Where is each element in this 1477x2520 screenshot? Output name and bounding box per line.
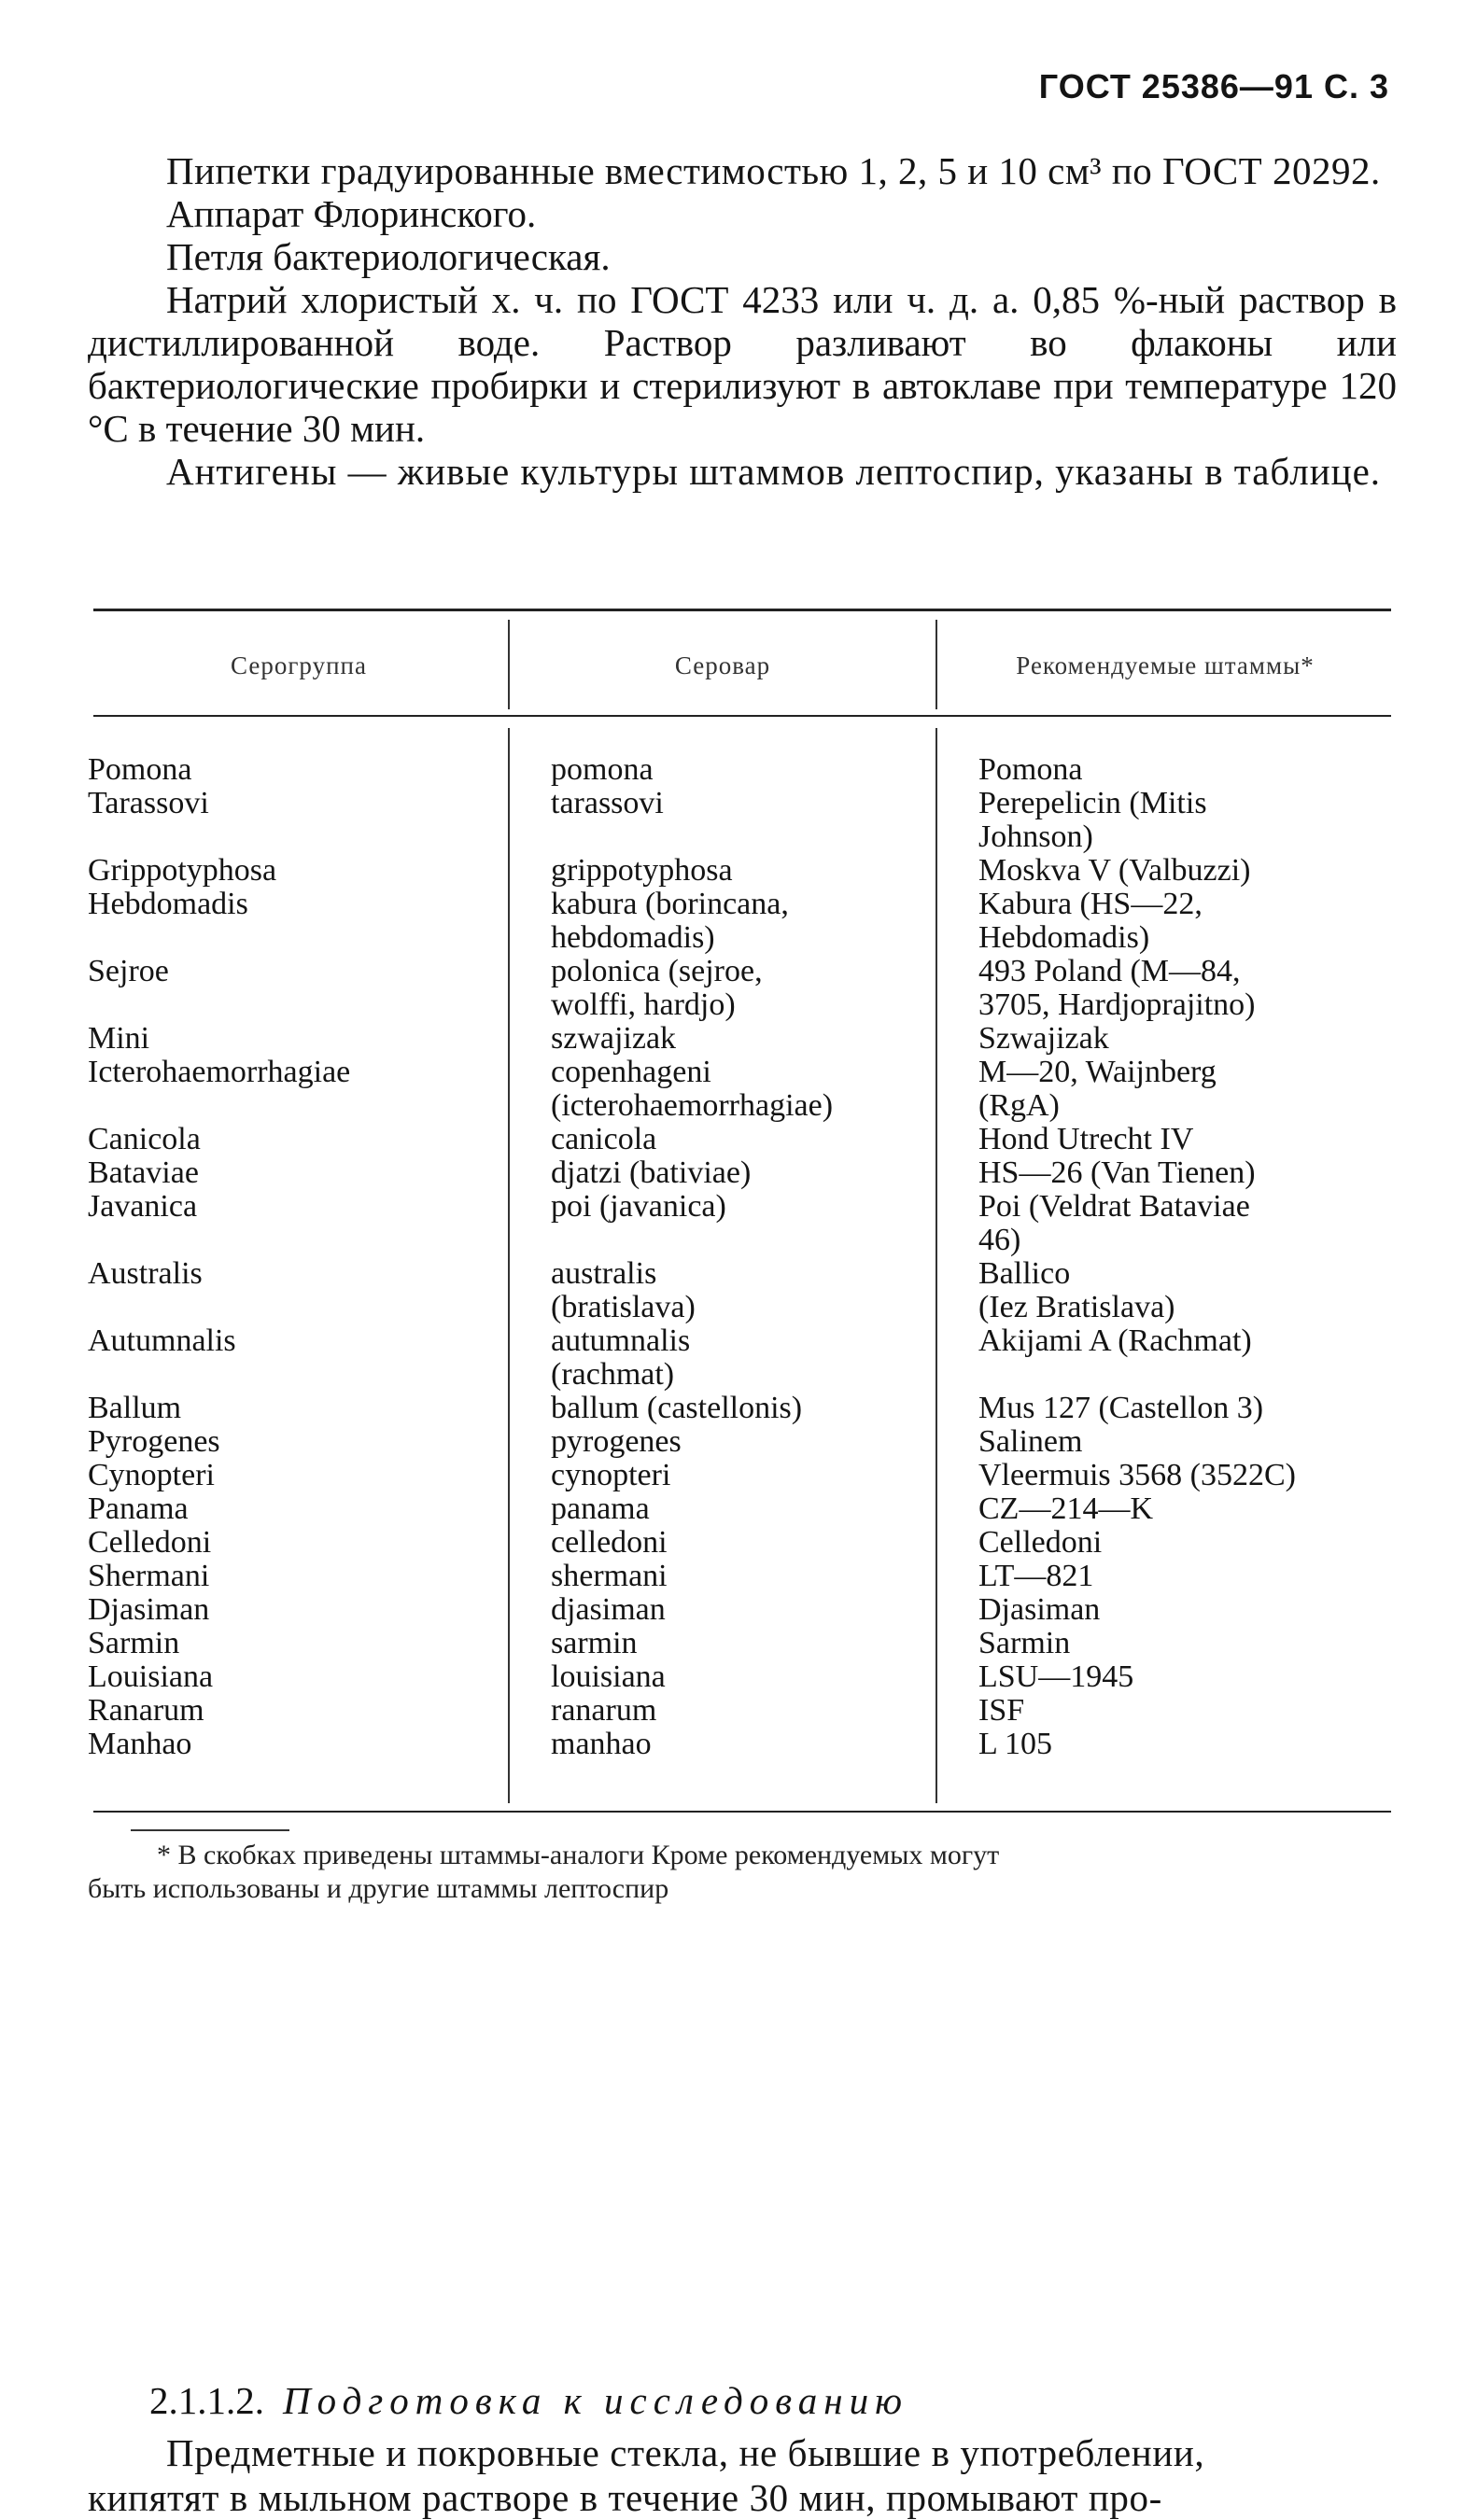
strain-cell: ISF xyxy=(978,1693,1025,1728)
intro-paragraph-1: Пипетки градуированные вместимостью 1, 2, 5 и 10 см³ по ГОСТ 20292. xyxy=(166,149,1381,192)
strain-cell: 3705, Hardjoprajitno) xyxy=(978,987,1256,1022)
strain-cell: Salinem xyxy=(978,1424,1083,1459)
serovar-cell xyxy=(551,1224,932,1257)
closing-paragraph xyxy=(88,2430,1397,2520)
serovar-cell: cynopteri xyxy=(551,1458,671,1492)
serovar-cell: shermani xyxy=(551,1559,668,1593)
closing-line-2: кипятят в мыльном растворе в течение 30 мин, промывают про- xyxy=(88,2476,1162,2519)
section-title: Подготовка к исследованию xyxy=(283,2379,909,2422)
serovar-cell: ballum (castellonis) xyxy=(551,1391,803,1425)
section-heading xyxy=(149,2378,908,2423)
footnote-line-2: быть использованы и другие штаммы лептоспир xyxy=(88,1873,669,1904)
serovar-cell: djatzi (bativiae) xyxy=(551,1155,752,1190)
strain-cell: Ballico xyxy=(978,1256,1071,1291)
serovar-cell: ranarum xyxy=(551,1693,657,1728)
closing-line-1: Предметные и покровные стекла, не бывшие в употреблении, xyxy=(166,2431,1205,2474)
serogroup-cell: Cynopteri xyxy=(88,1458,215,1492)
strain-cell: 493 Poland (M—84, xyxy=(978,954,1241,988)
serogroup-cell: Shermani xyxy=(88,1559,210,1593)
table-header-rule xyxy=(93,715,1391,717)
serogroup-cell: Mini xyxy=(88,1021,150,1056)
serovar-cell xyxy=(551,820,932,854)
serovar-cell: louisiana xyxy=(551,1659,666,1694)
footnote-line-1: * В скобках приведены штаммы-аналоги Кроме рекомендуемых могут xyxy=(157,1840,1000,1870)
strain-cell: HS—26 (Van Tienen) xyxy=(978,1155,1256,1190)
serovar-cell: pyrogenes xyxy=(551,1424,682,1459)
header-divider-1 xyxy=(508,620,510,709)
serogroup-cell: Panama xyxy=(88,1491,189,1526)
strain-cell: Moskva V (Valbuzzi) xyxy=(978,853,1251,888)
serovar-cell: hebdomadis) xyxy=(551,920,715,955)
serogroup-cell: Ballum xyxy=(88,1391,182,1425)
page-header: ГОСТ 25386—91 С. 3 xyxy=(1038,67,1389,105)
serogroup-cell xyxy=(88,820,499,854)
serogroup-cell: Bataviae xyxy=(88,1155,199,1190)
strain-cell: Vleermuis 3568 (3522C) xyxy=(978,1458,1296,1492)
strain-cell: Celledoni xyxy=(978,1525,1103,1560)
serogroup-cell: Sejroe xyxy=(88,954,169,988)
intro-text xyxy=(88,149,1397,493)
table-bottom-rule xyxy=(93,1811,1391,1813)
strain-cell: Johnson) xyxy=(978,819,1093,854)
serovar-cell: (rachmat) xyxy=(551,1357,675,1392)
serogroup-cell xyxy=(88,921,499,955)
strain-cell: LSU—1945 xyxy=(978,1659,1134,1694)
footnote-rule xyxy=(131,1829,289,1831)
serovar-cell: canicola xyxy=(551,1122,657,1156)
serovar-column xyxy=(551,753,932,1761)
serovar-cell: australis xyxy=(551,1256,657,1291)
serogroup-cell: Djasiman xyxy=(88,1592,210,1627)
intro-paragraph-4: Натрий хлористый х. ч. по ГОСТ 4233 или ч. д. а. 0,85 %-ный раствор в дистиллированной воде. Раствор разливают во флаконы или бактериологические пробирки и стерилизуют в автоклаве при температуре 120 °С в течение 30 мин. xyxy=(88,278,1397,450)
strain-cell: Akijami A (Rachmat) xyxy=(978,1323,1252,1358)
strain-cell: Kabura (HS—22, xyxy=(978,887,1203,921)
serovar-cell: copenhageni xyxy=(551,1055,711,1089)
strain-cell: 46) xyxy=(978,1223,1021,1257)
serovar-cell: szwajizak xyxy=(551,1021,677,1056)
serovar-cell: sarmin xyxy=(551,1626,638,1660)
strain-cell: Djasiman xyxy=(978,1592,1101,1627)
table-footnote xyxy=(88,1839,1391,1906)
serovar-cell: wolffi, hardjo) xyxy=(551,987,736,1022)
strain-cell: Hond Utrecht IV xyxy=(978,1122,1194,1156)
strain-cell: (RgA) xyxy=(978,1088,1060,1123)
serogroup-cell xyxy=(88,988,499,1022)
strain-cell: Szwajizak xyxy=(978,1021,1109,1056)
serovar-cell: poi (javanica) xyxy=(551,1189,726,1224)
intro-paragraph-5: Антигены — живые культуры штаммов лептоспир, указаны в таблице. xyxy=(166,450,1382,493)
serogroup-cell: Manhao xyxy=(88,1727,192,1761)
serovar-cell: celledoni xyxy=(551,1525,668,1560)
serovar-cell: tarassovi xyxy=(551,786,664,820)
serovar-cell: manhao xyxy=(551,1727,652,1761)
strain-cell: (Iez Bratislava) xyxy=(978,1290,1175,1324)
serogroup-cell: Autumnalis xyxy=(88,1323,236,1358)
serovar-cell: djasiman xyxy=(551,1592,666,1627)
serogroup-cell: Ranarum xyxy=(88,1693,204,1728)
strain-cell: Perepelicin (Mitis xyxy=(978,786,1207,820)
intro-paragraph-3: Петля бактериологическая. xyxy=(166,235,611,278)
serogroup-cell: Louisiana xyxy=(88,1659,214,1694)
strain-cell: LT—821 xyxy=(978,1559,1094,1593)
serogroup-cell: Canicola xyxy=(88,1122,201,1156)
serogroup-cell: Australis xyxy=(88,1256,203,1291)
serovar-cell: kabura (borincana, xyxy=(551,887,789,921)
strain-cell: Hebdomadis) xyxy=(978,920,1150,955)
serogroup-cell: Pomona xyxy=(88,752,192,787)
serogroup-cell: Celledoni xyxy=(88,1525,212,1560)
header-serogroup: Серогруппа xyxy=(231,651,367,679)
strain-cell: CZ—214—K xyxy=(978,1491,1153,1526)
strain-cell: Mus 127 (Castellon 3) xyxy=(978,1391,1264,1425)
serovar-cell: (bratislava) xyxy=(551,1290,696,1324)
strain-cell xyxy=(978,1358,1391,1392)
strain-cell: Pomona xyxy=(978,752,1083,787)
column-divider-2 xyxy=(935,728,937,1803)
header-serovar: Серовар xyxy=(674,651,771,679)
serovar-cell: autumnalis xyxy=(551,1323,691,1358)
serogroup-cell: Icterohaemorrhagiae xyxy=(88,1055,351,1089)
intro-paragraph-2: Аппарат Флоринского. xyxy=(166,192,537,235)
serovar-cell: (icterohaemorrhagiae) xyxy=(551,1088,834,1123)
column-divider-1 xyxy=(508,728,510,1803)
serogroup-cell: Grippotyphosa xyxy=(88,853,277,888)
strain-cell: Sarmin xyxy=(978,1626,1071,1660)
serogroup-column xyxy=(88,753,499,1761)
strain-column xyxy=(978,753,1391,1761)
serogroup-cell: Pyrogenes xyxy=(88,1424,220,1459)
serogroup-cell xyxy=(88,1224,499,1257)
serovar-cell: polonica (sejroe, xyxy=(551,954,763,988)
header-strains: Рекомендуемые штаммы* xyxy=(1016,651,1315,679)
serogroup-cell: Javanica xyxy=(88,1189,198,1224)
serogroup-cell: Sarmin xyxy=(88,1626,180,1660)
serogroup-cell xyxy=(88,1291,499,1324)
serovar-cell: pomona xyxy=(551,752,654,787)
serovar-cell: grippotyphosa xyxy=(551,853,733,888)
section-number: 2.1.1.2. xyxy=(149,2379,264,2422)
serogroup-cell xyxy=(88,1089,499,1123)
strain-cell: L 105 xyxy=(978,1727,1053,1761)
strain-cell: Poi (Veldrat Bataviae xyxy=(978,1189,1250,1224)
serogroup-cell: Hebdomadis xyxy=(88,887,248,921)
serovar-cell: panama xyxy=(551,1491,650,1526)
serogroup-cell xyxy=(88,1358,499,1392)
table-top-rule xyxy=(93,609,1391,611)
serogroup-cell: Tarassovi xyxy=(88,786,209,820)
header-divider-2 xyxy=(935,620,937,709)
strain-cell: M—20, Waijnberg xyxy=(978,1055,1217,1089)
